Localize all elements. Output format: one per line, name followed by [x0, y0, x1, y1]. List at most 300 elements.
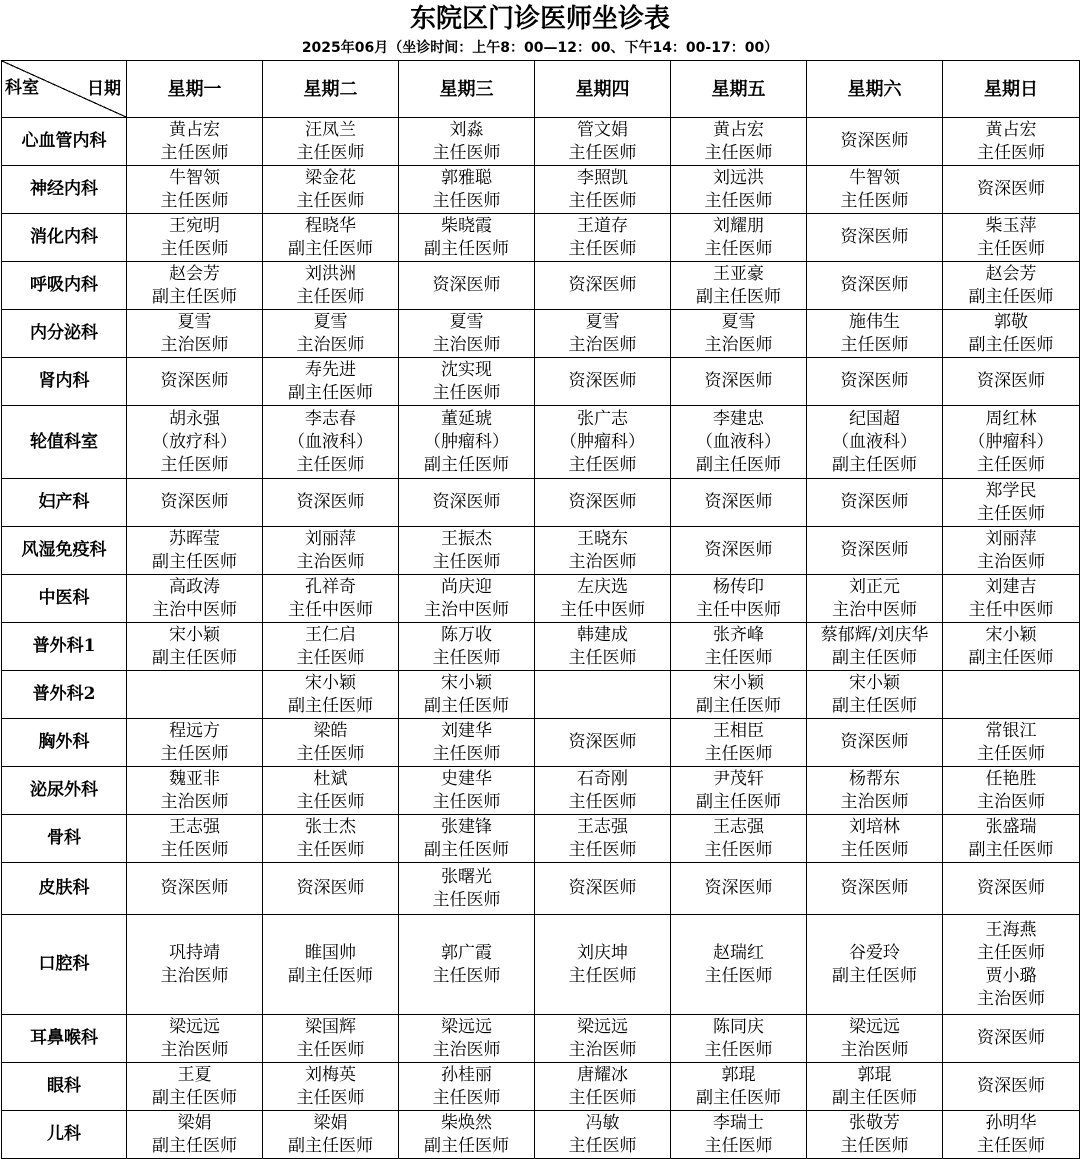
cell-line: 魏亚非 [169, 768, 220, 789]
schedule-cell [399, 406, 535, 479]
cell-line: 副主任医师 [968, 334, 1054, 355]
cell-line: 资深医师 [977, 179, 1045, 199]
day-header: 星期五 [671, 61, 807, 118]
cell-line: 主任医师 [296, 1087, 365, 1108]
cell-line: 主治中医师 [424, 599, 509, 620]
schedule-cell [535, 118, 671, 166]
schedule-cell [127, 262, 263, 310]
cell-line: 主任医师 [296, 286, 365, 307]
schedule-cell [127, 166, 263, 214]
cell-line: 王道存 [577, 215, 628, 236]
cell-line: 主任医师 [432, 382, 501, 403]
cell-line: 主治医师 [432, 334, 501, 355]
schedule-cell [943, 166, 1080, 214]
cell-line: 郭琨 [857, 1064, 892, 1085]
cell-line: 副主任医师 [424, 695, 509, 716]
table-row [2, 671, 1080, 719]
cell-line: 王海燕 [985, 919, 1037, 940]
schedule-cell [671, 719, 807, 767]
schedule-cell [943, 118, 1080, 166]
cell-line: 资深医师 [840, 227, 909, 247]
schedule-cell [807, 623, 943, 671]
schedule-cell [671, 166, 807, 214]
corner-day-label: 日期 [87, 79, 121, 99]
cell-line: 梁娟 [177, 1112, 212, 1133]
cell-line: 主任医师 [704, 142, 773, 163]
schedule-cell [399, 575, 535, 623]
cell-line: 主任中医师 [696, 599, 781, 620]
cell-line: 副主任医师 [832, 965, 917, 986]
cell-line: 赵瑞红 [713, 942, 764, 963]
cell-line: 资深医师 [704, 492, 773, 512]
cell-line: 主治医师 [160, 1039, 229, 1060]
cell-line: 王夏 [177, 1064, 212, 1085]
cell-line: 主治医师 [568, 1039, 637, 1060]
cell-line: 陈万收 [441, 624, 492, 645]
schedule-cell [535, 767, 671, 815]
schedule-cell [671, 310, 807, 358]
cell-line: 张曙光 [441, 866, 492, 887]
cell-line: 资深医师 [568, 492, 637, 512]
dept-cell: 中医科 [2, 575, 127, 623]
cell-line: 主任中医师 [560, 599, 645, 620]
cell-line: 主任医师 [296, 647, 365, 668]
cell-line: 赵会芳 [169, 263, 220, 284]
schedule-cell [263, 166, 399, 214]
cell-line: 主治医师 [840, 791, 909, 812]
cell-line: 主任医师 [704, 1039, 773, 1060]
schedule-cell [399, 719, 535, 767]
schedule-cell [943, 214, 1080, 262]
cell-line: 资深医师 [840, 540, 909, 560]
schedule-cell [535, 262, 671, 310]
schedule-cell [671, 118, 807, 166]
schedule-cell [535, 815, 671, 863]
schedule-cell [535, 671, 671, 719]
schedule-cell [127, 719, 263, 767]
cell-line: 常银江 [985, 720, 1037, 741]
schedule-cell [263, 262, 399, 310]
cell-line: 刘洪洲 [305, 263, 356, 284]
schedule-cell [399, 671, 535, 719]
cell-line: 主任医师 [568, 238, 637, 259]
cell-line: 主任医师 [432, 791, 501, 812]
schedule-cell [127, 214, 263, 262]
cell-line: 宋小颖 [713, 672, 764, 693]
cell-line: 黄占宏 [985, 119, 1037, 140]
schedule-cell [127, 671, 263, 719]
table-row [2, 815, 1080, 863]
cell-line: 梁国辉 [305, 1016, 356, 1037]
schedule-cell [127, 1063, 263, 1111]
cell-line: 副主任医师 [832, 1087, 917, 1108]
schedule-cell [807, 815, 943, 863]
cell-line: 李照凯 [577, 167, 628, 188]
cell-line: 主任医师 [432, 647, 501, 668]
schedule-cell [263, 915, 399, 1015]
cell-line: 副主任医师 [832, 454, 917, 475]
cell-line: 主治中医师 [832, 599, 917, 620]
cell-line: 程晓华 [305, 215, 356, 236]
cell-line: 主治医师 [704, 334, 773, 355]
cell-line: 副主任医师 [696, 454, 781, 475]
cell-line: 副主任医师 [288, 695, 373, 716]
schedule-cell [535, 915, 671, 1015]
schedule-cell [263, 214, 399, 262]
cell-line: 资深医师 [840, 371, 909, 391]
schedule-cell [127, 863, 263, 915]
cell-line: 杨帮东 [849, 768, 900, 789]
schedule-cell [399, 623, 535, 671]
cell-line: 主治医师 [160, 791, 229, 812]
schedule-cell [671, 262, 807, 310]
schedule-cell [399, 915, 535, 1015]
cell-line: 主任医师 [704, 1135, 773, 1156]
schedule-cell [399, 1063, 535, 1111]
cell-line: 刘梅英 [305, 1064, 356, 1085]
schedule-cell [399, 863, 535, 915]
cell-line: 牛智领 [169, 167, 220, 188]
cell-line: 夏雪 [721, 311, 756, 332]
schedule-cell [263, 575, 399, 623]
cell-line: 陈同庆 [713, 1016, 764, 1037]
schedule-cell [535, 166, 671, 214]
table-row [2, 1063, 1080, 1111]
schedule-cell [535, 863, 671, 915]
schedule-cell [263, 1063, 399, 1111]
cell-line: 副主任医师 [288, 1135, 373, 1156]
cell-line: 张敬芳 [849, 1112, 900, 1133]
cell-line: 资深医师 [296, 492, 365, 512]
cell-line: 黄占宏 [169, 119, 220, 140]
cell-line: 主任医师 [432, 551, 501, 572]
page-title: 东院区门诊医师坐诊表 [409, 4, 670, 34]
schedule-cell [671, 863, 807, 915]
cell-line: 石奇刚 [577, 768, 628, 789]
cell-line: 主任医师 [568, 1135, 637, 1156]
cell-line: 宋小颖 [441, 672, 492, 693]
cell-line: 资深医师 [296, 878, 365, 898]
corner-dept-label: 科室 [5, 78, 39, 98]
cell-line: 杨传印 [713, 576, 764, 597]
cell-line: 孙明华 [985, 1112, 1037, 1133]
day-header: 星期六 [807, 61, 943, 118]
table-row [2, 1111, 1080, 1159]
schedule-cell [399, 1015, 535, 1063]
cell-line: 王志强 [577, 816, 628, 837]
cell-line: 资深医师 [840, 492, 909, 512]
cell-line: 资深医师 [160, 492, 229, 512]
cell-line: 孔祥奇 [305, 576, 356, 597]
schedule-cell [807, 310, 943, 358]
schedule-cell [807, 358, 943, 406]
cell-line: 主治医师 [296, 551, 365, 572]
cell-line: 主治医师 [432, 1039, 501, 1060]
cell-line: 柴玉萍 [985, 215, 1037, 236]
schedule-cell [399, 118, 535, 166]
cell-line: 主任医师 [977, 238, 1045, 259]
cell-line: 主治医师 [160, 334, 229, 355]
cell-line: 主任医师 [568, 1087, 637, 1108]
cell-line: 高政涛 [169, 576, 220, 597]
cell-line: 主任医师 [432, 1087, 501, 1108]
schedule-cell [263, 406, 399, 479]
cell-line: 梁皓 [313, 720, 348, 741]
cell-line: 苏晖莹 [169, 528, 220, 549]
cell-line: 主任医师 [296, 454, 365, 475]
cell-line: 主任医师 [296, 743, 365, 764]
cell-line: 主治医师 [977, 791, 1045, 812]
schedule-cell [943, 767, 1080, 815]
schedule-cell [671, 815, 807, 863]
cell-line: 宋小颖 [305, 672, 356, 693]
dept-cell: 耳鼻喉科 [2, 1015, 127, 1063]
schedule-cell [807, 575, 943, 623]
table-row [2, 214, 1080, 262]
cell-line: 副主任医师 [288, 238, 373, 259]
cell-line: （放疗科） [152, 431, 237, 452]
table-row [2, 118, 1080, 166]
cell-line: 副主任医师 [968, 286, 1054, 307]
cell-line: 主任医师 [977, 1135, 1045, 1156]
cell-line: 主任医师 [704, 647, 773, 668]
schedule-cell [943, 575, 1080, 623]
cell-line: 主任医师 [977, 142, 1045, 163]
cell-line: 冯敏 [585, 1112, 620, 1133]
cell-line: 主任医师 [160, 190, 229, 211]
cell-line: 资深医师 [977, 1076, 1045, 1096]
cell-line: 张盛瑞 [985, 816, 1037, 837]
cell-line: 王振杰 [441, 528, 492, 549]
cell-line: 刘丽萍 [985, 528, 1037, 549]
cell-line: 主任医师 [704, 839, 773, 860]
schedule-cell [263, 1015, 399, 1063]
schedule-cell [535, 1015, 671, 1063]
cell-line: 寿先进 [305, 359, 356, 380]
schedule-cell [399, 214, 535, 262]
cell-line: 主任医师 [160, 839, 229, 860]
cell-line: 资深医师 [704, 878, 773, 898]
schedule-cell [127, 310, 263, 358]
schedule-cell [943, 915, 1080, 1015]
cell-line: 副主任医师 [832, 647, 917, 668]
schedule-table [1, 60, 1080, 1159]
cell-line: 宋小颖 [169, 624, 220, 645]
cell-line: 资深医师 [160, 371, 229, 391]
schedule-cell [399, 815, 535, 863]
cell-line: 主任医师 [568, 647, 637, 668]
dept-cell: 神经内科 [2, 166, 127, 214]
cell-line: 主任医师 [296, 190, 365, 211]
cell-line: 资深医师 [977, 371, 1045, 391]
cell-line: 王相臣 [713, 720, 764, 741]
cell-line: 副主任医师 [152, 647, 237, 668]
dept-cell: 内分泌科 [2, 310, 127, 358]
schedule-cell [943, 719, 1080, 767]
cell-line: 李志春 [305, 408, 356, 429]
cell-line: （血液科） [696, 431, 781, 452]
schedule-cell [671, 575, 807, 623]
cell-line: 韩建成 [577, 624, 628, 645]
schedule-cell [807, 406, 943, 479]
schedule-cell [807, 915, 943, 1015]
schedule-cell [943, 527, 1080, 575]
cell-line: 管文娟 [577, 119, 628, 140]
cell-line: 沈实现 [441, 359, 492, 380]
schedule-cell [807, 214, 943, 262]
cell-line: 郭广霞 [441, 942, 492, 963]
schedule-cell [263, 358, 399, 406]
cell-line: 主任医师 [840, 334, 909, 355]
schedule-cell [127, 358, 263, 406]
schedule-cell [943, 671, 1080, 719]
table-row [2, 575, 1080, 623]
cell-line: 资深医师 [704, 371, 773, 391]
day-header: 星期一 [127, 61, 263, 118]
schedule-cell [943, 815, 1080, 863]
cell-line: 蔡郁辉/刘庆华 [820, 624, 929, 645]
cell-line: 副主任医师 [696, 695, 781, 716]
cell-line: 睢国帅 [305, 942, 356, 963]
cell-line: 副主任医师 [968, 839, 1054, 860]
dept-cell: 胸外科 [2, 719, 127, 767]
schedule-cell [535, 479, 671, 527]
cell-line: 巩持靖 [169, 942, 220, 963]
cell-line: 尹茂轩 [713, 768, 764, 789]
cell-line: 夏雪 [585, 311, 620, 332]
cell-line: 王晓东 [577, 528, 628, 549]
schedule-cell [399, 527, 535, 575]
cell-line: 资深医师 [568, 732, 637, 752]
cell-line: 柴晓霞 [441, 215, 492, 236]
schedule-cell [943, 479, 1080, 527]
cell-line: 副主任医师 [152, 551, 237, 572]
table-row [2, 915, 1080, 1015]
cell-line: （肿瘤科） [560, 431, 645, 452]
cell-line: 周红林 [985, 408, 1037, 429]
cell-line: 副主任医师 [424, 1135, 509, 1156]
schedule-cell [127, 1111, 263, 1159]
cell-line: 梁远远 [849, 1016, 900, 1037]
cell-line: 郭琨 [721, 1064, 756, 1085]
dept-cell: 消化内科 [2, 214, 127, 262]
cell-line: 副主任医师 [696, 791, 781, 812]
schedule-cell [127, 623, 263, 671]
schedule-cell [943, 310, 1080, 358]
cell-line: 资深医师 [568, 371, 637, 391]
cell-line: 王宛明 [169, 215, 220, 236]
cell-line: 资深医师 [840, 878, 909, 898]
dept-cell: 泌尿外科 [2, 767, 127, 815]
cell-line: 主任医师 [840, 190, 909, 211]
cell-line: 夏雪 [313, 311, 348, 332]
cell-line: 郑学民 [985, 480, 1037, 501]
cell-line: 董延琥 [441, 408, 492, 429]
schedule-cell [943, 863, 1080, 915]
schedule-cell [399, 310, 535, 358]
schedule-cell [943, 406, 1080, 479]
schedule-cell [127, 1015, 263, 1063]
schedule-cell [943, 1063, 1080, 1111]
cell-line: 副主任医师 [152, 1135, 237, 1156]
cell-line: 主任医师 [977, 503, 1045, 524]
cell-line: 主任医师 [568, 454, 637, 475]
header-row [2, 61, 1080, 118]
cell-line: 资深医师 [977, 878, 1045, 898]
schedule-cell [399, 358, 535, 406]
cell-line: （肿瘤科） [968, 431, 1054, 452]
cell-line: 主任医师 [160, 142, 229, 163]
schedule-cell [807, 1111, 943, 1159]
cell-line: 刘远洪 [713, 167, 764, 188]
schedule-cell [535, 623, 671, 671]
dept-cell: 儿科 [2, 1111, 127, 1159]
cell-line: 副主任医师 [968, 647, 1054, 668]
schedule-cell [535, 406, 671, 479]
table-row [2, 406, 1080, 479]
cell-line: 李建忠 [713, 408, 764, 429]
cell-line: 资深医师 [568, 878, 637, 898]
schedule-cell [263, 815, 399, 863]
cell-line: 主任医师 [160, 743, 229, 764]
dept-cell: 普外科2 [2, 671, 127, 719]
table-row [2, 310, 1080, 358]
cell-line: 副主任医师 [424, 839, 509, 860]
cell-line: 主治医师 [568, 551, 637, 572]
cell-line: 孙桂丽 [441, 1064, 492, 1085]
schedule-cell [535, 1111, 671, 1159]
table-row [2, 479, 1080, 527]
schedule-cell [671, 479, 807, 527]
cell-line: 主治医师 [568, 334, 637, 355]
cell-line: 副主任医师 [424, 238, 509, 259]
cell-line: 梁远远 [441, 1016, 492, 1037]
dept-cell: 轮值科室 [2, 406, 127, 479]
cell-line: 主任医师 [296, 1039, 365, 1060]
cell-line: 副主任医师 [424, 454, 509, 475]
cell-line: 程远方 [169, 720, 220, 741]
schedule-cell [263, 671, 399, 719]
table-row [2, 719, 1080, 767]
cell-line: 资深医师 [432, 492, 501, 512]
cell-line: 主任医师 [840, 839, 909, 860]
cell-line: 刘庆坤 [577, 942, 628, 963]
cell-line: （血液科） [832, 431, 917, 452]
cell-line: 主任医师 [977, 743, 1045, 764]
schedule-cell [399, 166, 535, 214]
cell-line: 副主任医师 [696, 286, 781, 307]
schedule-cell [535, 310, 671, 358]
schedule-cell [263, 1111, 399, 1159]
schedule-cell [127, 479, 263, 527]
schedule-cell [943, 262, 1080, 310]
cell-line: 谷爱玲 [849, 942, 900, 963]
schedule-cell [263, 118, 399, 166]
corner-cell [2, 61, 127, 118]
cell-line: 李瑞士 [713, 1112, 764, 1133]
cell-line: 主治中医师 [152, 599, 237, 620]
schedule-cell [807, 1015, 943, 1063]
schedule-cell [807, 527, 943, 575]
dept-cell: 心血管内科 [2, 118, 127, 166]
cell-line: 主任医师 [296, 839, 365, 860]
cell-line: 张建锋 [441, 816, 492, 837]
cell-line: 王志强 [169, 816, 220, 837]
cell-line: 主任医师 [704, 965, 773, 986]
schedule-cell [671, 671, 807, 719]
cell-line: 主任医师 [568, 965, 637, 986]
cell-line: 主任医师 [568, 190, 637, 211]
